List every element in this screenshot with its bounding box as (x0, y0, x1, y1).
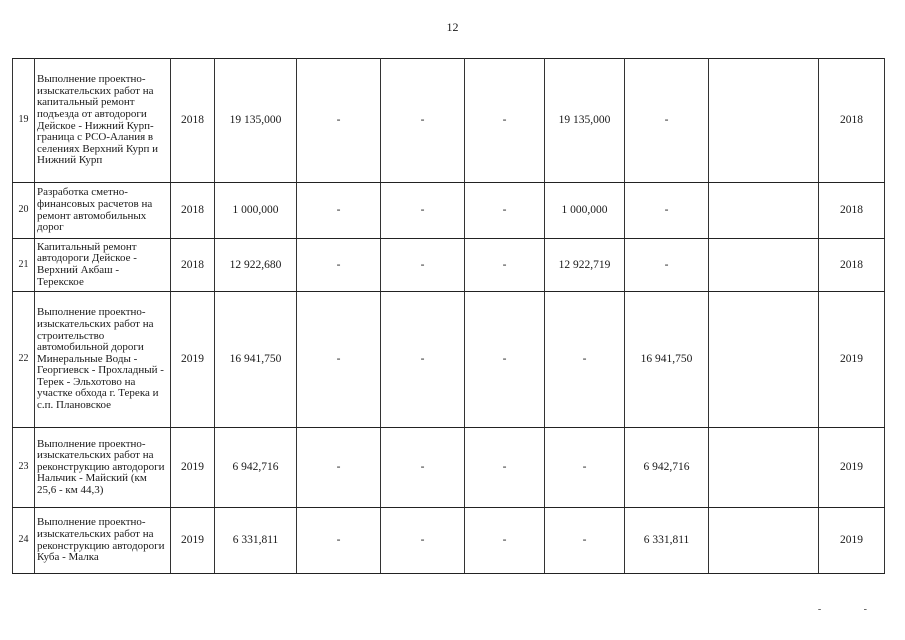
row-amount-col-1: - (297, 239, 381, 292)
row-amount-col-4: 19 135,000 (545, 59, 625, 183)
table-row (13, 239, 885, 292)
row-start-year: 2018 (171, 239, 215, 292)
row-number: 23 (13, 428, 35, 508)
row-end-year: 2019 (819, 428, 885, 508)
row-amount-col-2: - (381, 508, 465, 574)
row-description: Выполнение проектно-изыскательских работ на реконструкцию автодороги Куба - Малка (35, 508, 171, 574)
row-amount-col-5: 6 942,716 (625, 428, 709, 508)
row-amount-col-2: - (381, 183, 465, 239)
row-amount-col-4: 1 000,000 (545, 183, 625, 239)
row-amount-col-2: - (381, 428, 465, 508)
row-total-amount: 6 942,716 (215, 428, 297, 508)
footer-marks: - - (817, 604, 887, 615)
row-start-year: 2019 (171, 508, 215, 574)
row-total-amount: 16 941,750 (215, 292, 297, 428)
row-amount-col-4: 12 922,719 (545, 239, 625, 292)
row-start-year: 2019 (171, 428, 215, 508)
row-description: Выполнение проектно-изыскательских работ на капитальный ремонт подъезда от автодороги Дейское - Нижний Курп-граница с РСО-Алания в селениях Верхний Курп и Нижний Курп (35, 59, 171, 183)
row-amount-col-3: - (465, 183, 545, 239)
table-row (13, 508, 885, 574)
table-row (13, 428, 885, 508)
row-amount-col-6 (709, 508, 819, 574)
row-amount-col-4: - (545, 508, 625, 574)
row-amount-col-1: - (297, 59, 381, 183)
row-amount-col-6 (709, 239, 819, 292)
row-total-amount: 19 135,000 (215, 59, 297, 183)
row-number: 21 (13, 239, 35, 292)
row-amount-col-6 (709, 59, 819, 183)
row-amount-col-5: - (625, 239, 709, 292)
table-row (13, 183, 885, 239)
row-amount-col-6 (709, 183, 819, 239)
row-end-year: 2019 (819, 292, 885, 428)
row-amount-col-1: - (297, 428, 381, 508)
row-end-year: 2018 (819, 183, 885, 239)
row-amount-col-4: - (545, 292, 625, 428)
row-total-amount: 12 922,680 (215, 239, 297, 292)
row-description: Капитальный ремонт автодороги Дейское - Верхний Акбаш - Терекское (35, 239, 171, 292)
page-number: 12 (446, 20, 459, 34)
row-amount-col-5: 16 941,750 (625, 292, 709, 428)
row-description: Выполнение проектно-изыскательских работ на реконструкцию автодороги Нальчик - Майский (км 25,6 - км 44,3) (35, 428, 171, 508)
row-total-amount: 1 000,000 (215, 183, 297, 239)
row-number: 22 (13, 292, 35, 428)
row-number: 19 (13, 59, 35, 183)
row-start-year: 2018 (171, 59, 215, 183)
row-amount-col-3: - (465, 428, 545, 508)
row-amount-col-2: - (381, 239, 465, 292)
table-row (13, 59, 885, 183)
row-end-year: 2018 (819, 239, 885, 292)
row-amount-col-3: - (465, 239, 545, 292)
row-amount-col-2: - (381, 292, 465, 428)
row-amount-col-3: - (465, 292, 545, 428)
row-amount-col-1: - (297, 508, 381, 574)
row-amount-col-5: 6 331,811 (625, 508, 709, 574)
row-amount-col-6 (709, 428, 819, 508)
row-amount-col-5: - (625, 183, 709, 239)
table-row (13, 292, 885, 428)
row-amount-col-1: - (297, 292, 381, 428)
row-start-year: 2019 (171, 292, 215, 428)
row-amount-col-6 (709, 292, 819, 428)
row-amount-col-5: - (625, 59, 709, 183)
row-amount-col-3: - (465, 59, 545, 183)
row-end-year: 2018 (819, 59, 885, 183)
row-number: 20 (13, 183, 35, 239)
row-description: Разработка сметно-финансовых расчетов на ремонт автомобильных дорог (35, 183, 171, 239)
row-number: 24 (13, 508, 35, 574)
row-amount-col-4: - (545, 428, 625, 508)
row-description: Выполнение проектно-изыскательских работ на строительство автомобильной дороги Минеральные Воды - Георгиевск - Прохладный - Терек - Эльхотово на участке обхода г. Терека и с.п. Плановское (35, 292, 171, 428)
row-end-year: 2019 (819, 508, 885, 574)
row-total-amount: 6 331,811 (215, 508, 297, 574)
row-amount-col-2: - (381, 59, 465, 183)
row-amount-col-1: - (297, 183, 381, 239)
row-amount-col-3: - (465, 508, 545, 574)
row-start-year: 2018 (171, 183, 215, 239)
program-table (12, 58, 885, 574)
